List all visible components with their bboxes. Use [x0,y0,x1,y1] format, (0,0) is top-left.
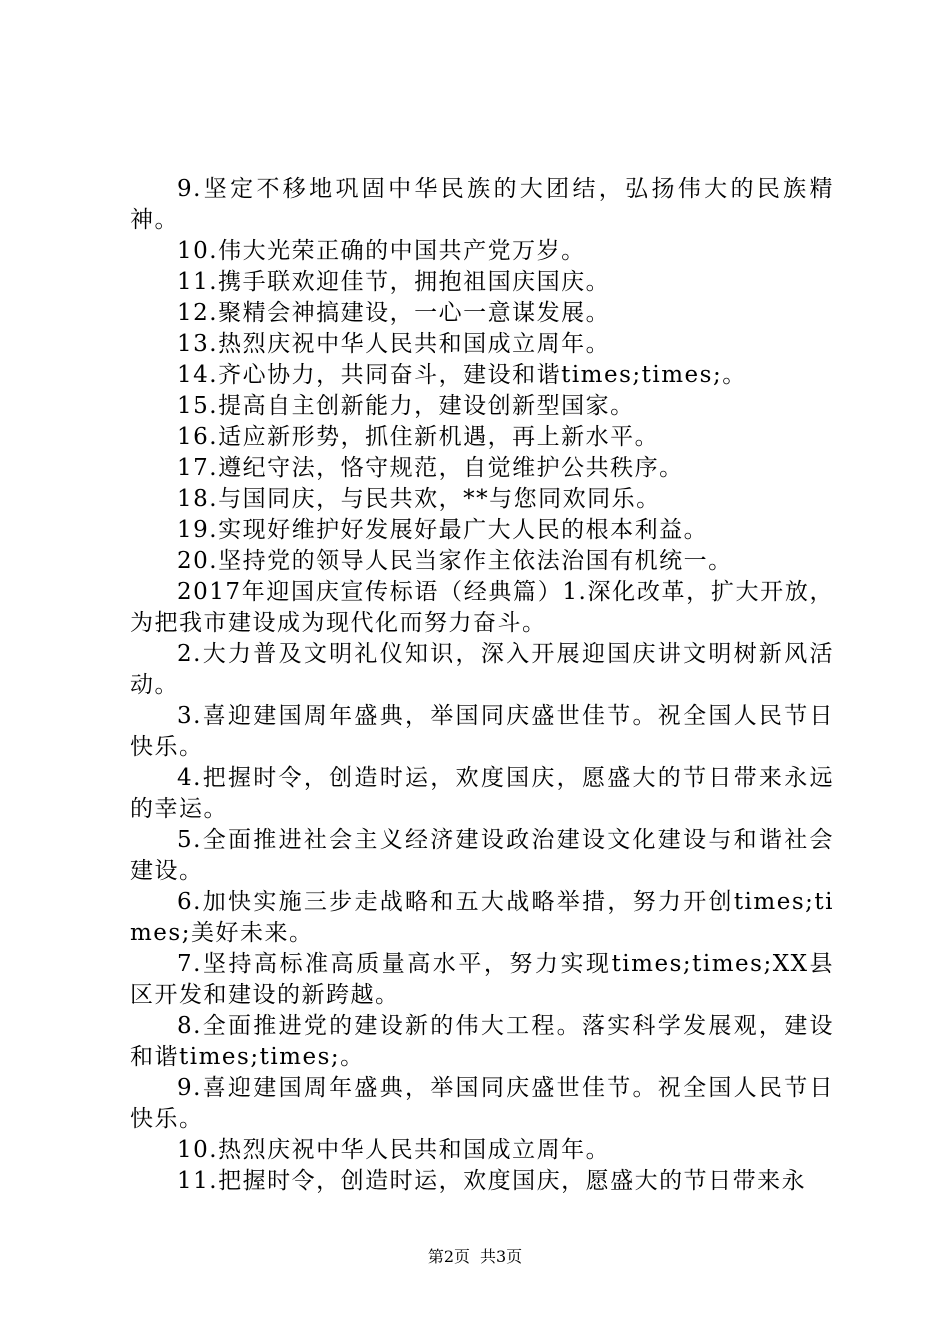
paragraph: 13.热烈庆祝中华人民共和国成立周年。 [177,331,611,357]
section-heading-paragraph: 2017年迎国庆宣传标语（经典篇）1.深化改革，扩大开放，为把我市建设成为现代化而努力奋斗。 [130,579,834,636]
paragraph: 9.喜迎建国周年盛典，举国同庆盛世佳节。祝全国人民节日快乐。 [130,1075,834,1132]
paragraph: 16.适应新形势，抓住新机遇，再上新水平。 [177,424,660,450]
paragraph: 5.全面推进社会主义经济建设政治建设文化建设与和谐社会建设。 [130,827,834,884]
document-body [130,174,834,1197]
paragraph: 12.聚精会神搞建设，一心一意谋发展。 [177,300,611,326]
paragraph: 6.加快实施三步走战略和五大战略举措，努力开创times;times;美好未来。 [130,889,834,946]
paragraph: 2.大力普及文明礼仪知识，深入开展迎国庆讲文明树新风活动。 [130,641,834,698]
paragraph: 7.坚持高标准高质量高水平，努力实现times;times;XX县区开发和建设的新跨越。 [130,951,834,1008]
paragraph: 19.实现好维护好发展好最广大人民的根本利益。 [177,517,709,543]
page-total: 共3页 [480,1247,523,1266]
paragraph: 8.全面推进党的建设新的伟大工程。落实科学发展观，建设和谐times;times;。 [130,1013,834,1070]
paragraph: 11.把握时令，创造时运，欢度国庆，愿盛大的节日带来永 [177,1168,807,1194]
paragraph: 4.把握时令，创造时运，欢度国庆，愿盛大的节日带来永远的幸运。 [130,765,834,822]
paragraph: 9.坚定不移地巩固中华民族的大团结，弘扬伟大的民族精神。 [130,176,834,233]
paragraph: 18.与国同庆，与民共欢，**与您同欢同乐。 [177,486,661,512]
paragraph: 15.提高自主创新能力，建设创新型国家。 [177,393,635,419]
paragraph: 10.热烈庆祝中华人民共和国成立周年。 [177,1137,611,1163]
paragraph: 20.坚持党的领导人民当家作主依法治国有机统一。 [177,548,733,574]
paragraph: 3.喜迎建国周年盛典，举国同庆盛世佳节。祝全国人民节日快乐。 [130,703,834,760]
page-footer [0,1244,950,1267]
paragraph: 11.携手联欢迎佳节，拥抱祖国庆国庆。 [177,269,611,295]
paragraph: 17.遵纪守法，恪守规范，自觉维护公共秩序。 [177,455,684,481]
paragraph: 10.伟大光荣正确的中国共产党万岁。 [177,238,586,264]
page-number: 第2页 [427,1247,470,1266]
paragraph: 14.齐心协力，共同奋斗，建设和谐times;times;。 [177,362,747,388]
